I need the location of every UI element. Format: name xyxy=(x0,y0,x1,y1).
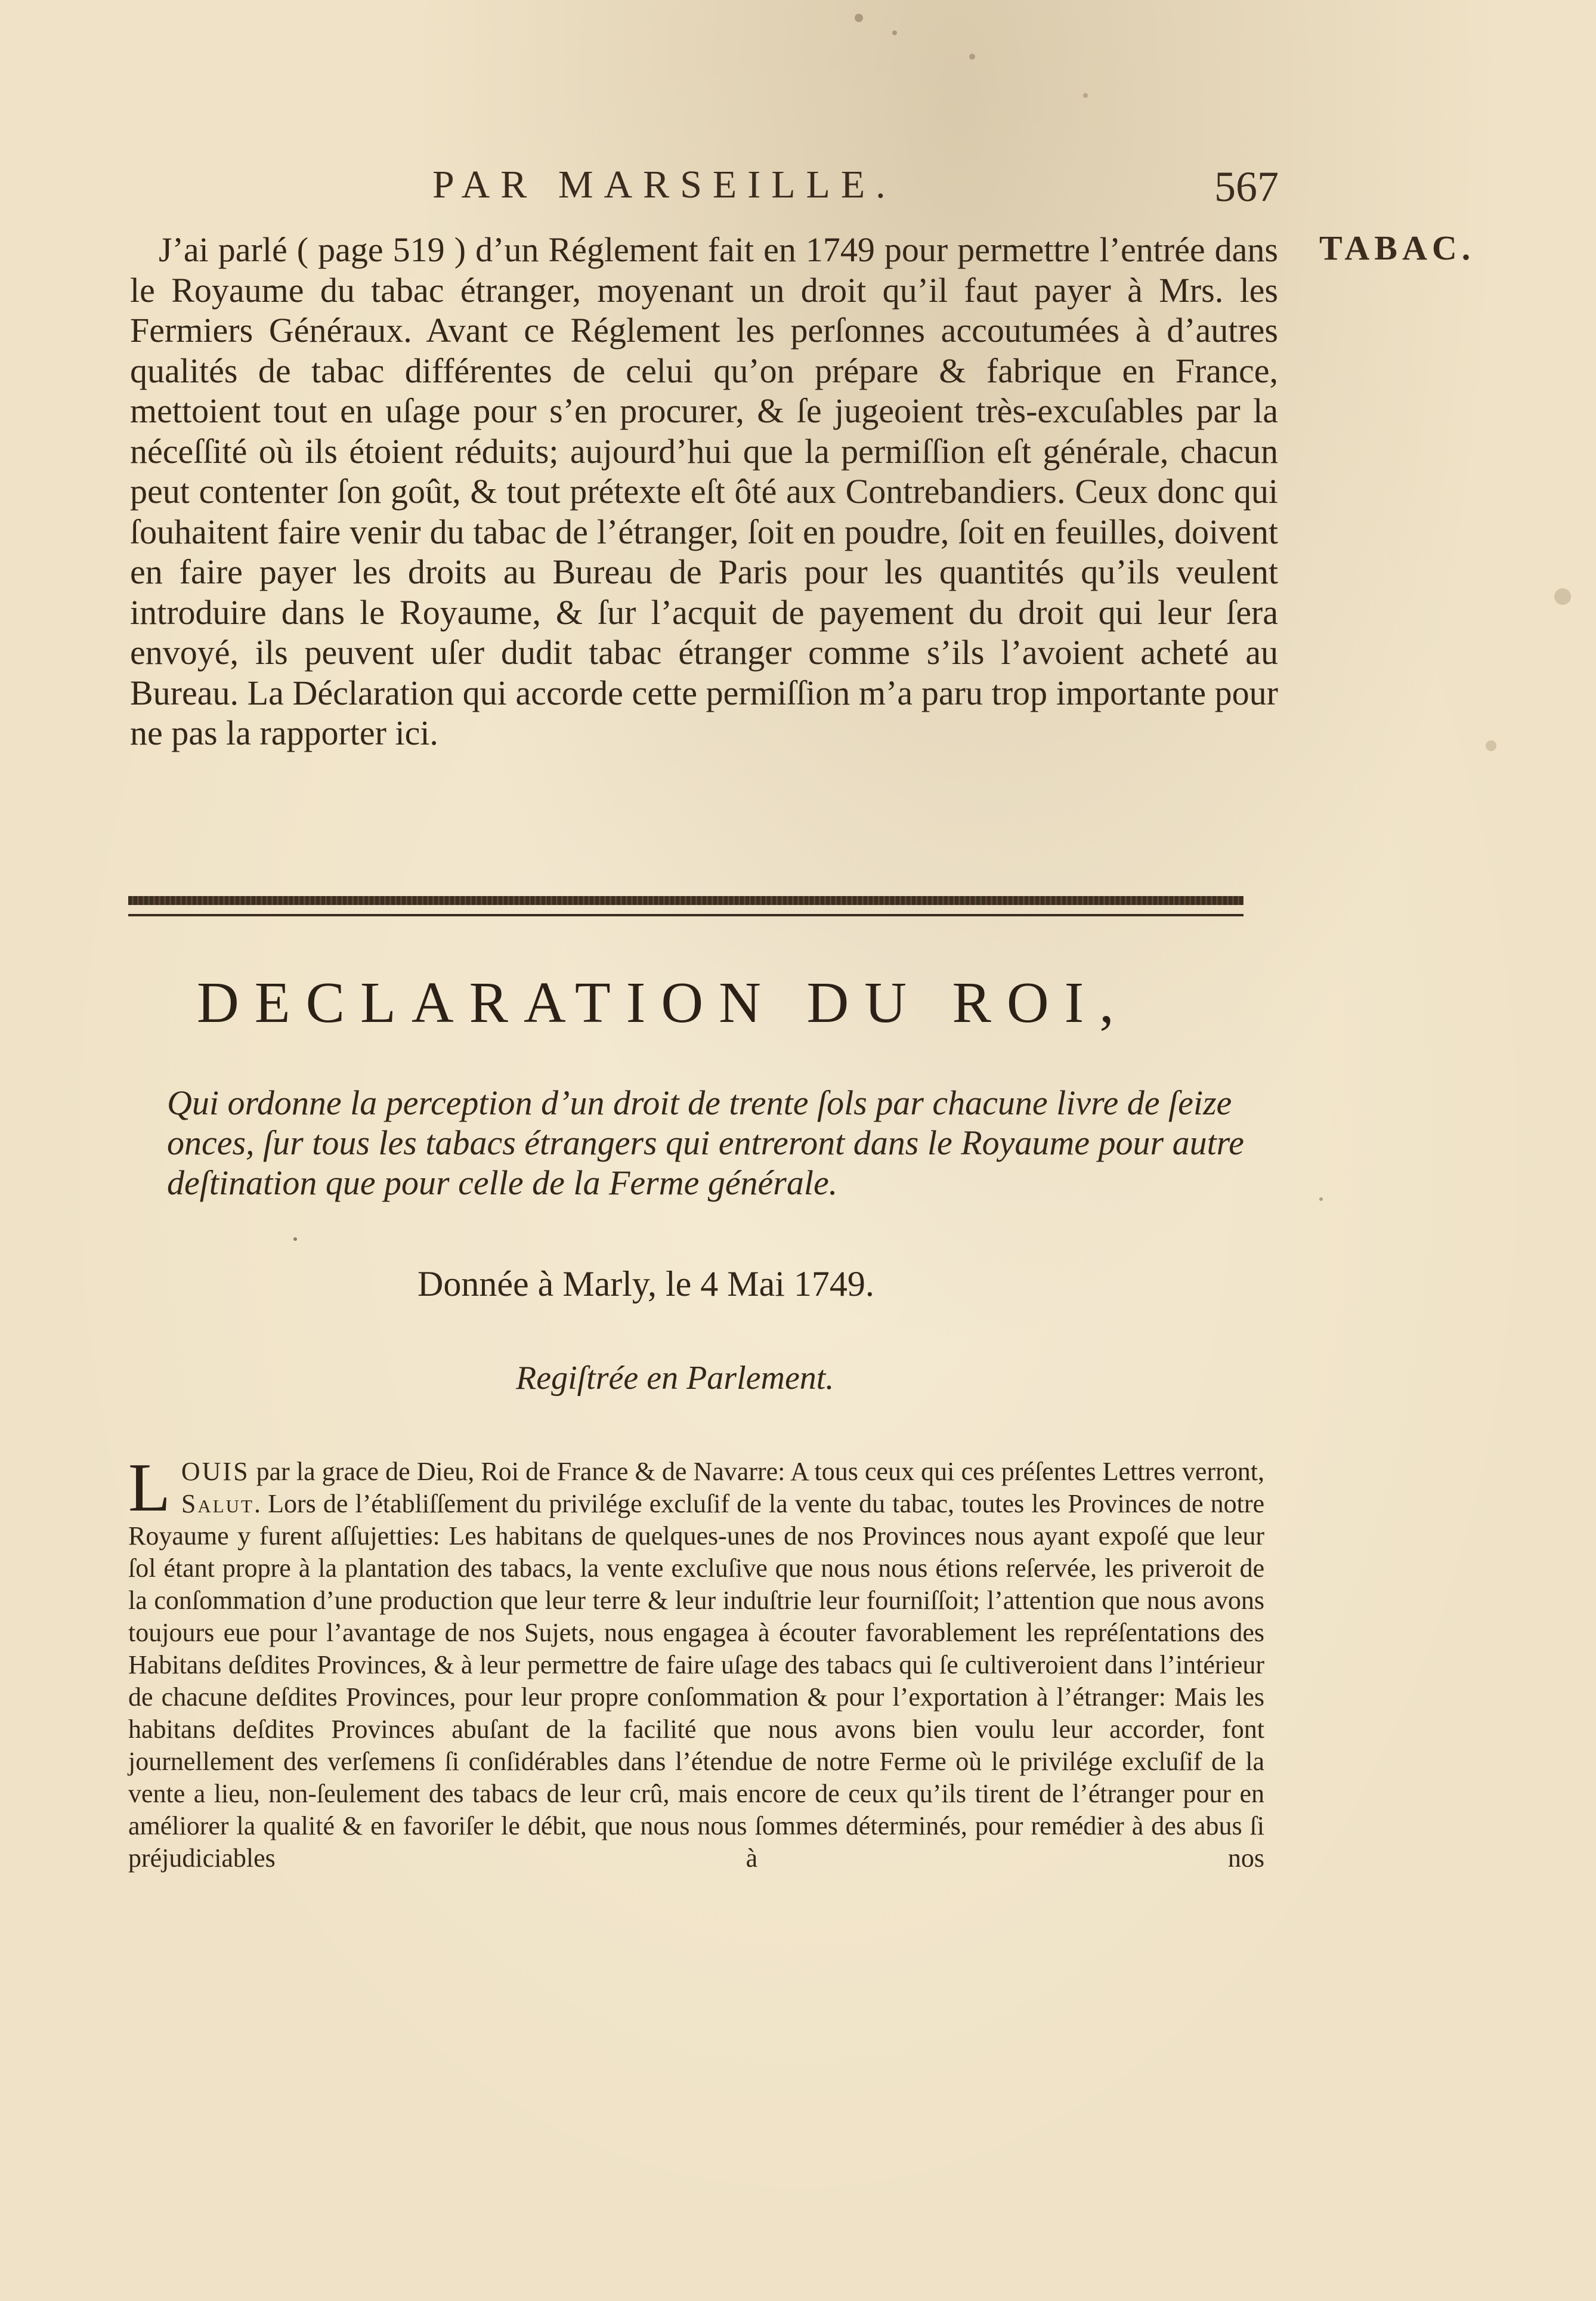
intro-paragraph: J’ai parlé ( page 519 ) d’un Réglement fait en 1749 pour permettre l’entrée dans le Royaume du tabac étranger, moyenant un droit qu’il faut payer à Mrs. les Fermiers Généraux. Avant ce Réglement les perſonnes accoutumées à d’autres qualités de tabac différentes de celui qu’on prépare & fabrique en France, mettoient tout en uſage pour s’en procurer, & ſe jugeoient très-excuſables par la néceſſité où ils étoient réduits; aujourd’hui que la permiſſion eſt générale, chacun peut contenter ſon goût, & tout prétexte eſt ôté aux Contrebandiers. Ceux donc qui ſouhaitent faire venir du tabac de l’étranger, ſoit en poudre, ſoit en feuilles, doivent en faire payer les droits au Bureau de Paris pour les quantités qu’ils veulent introduire dans le Royaume, & ſur l’acquit de payement du droit qui leur ſera envoyé, ils peuvent uſer dudit tabac étranger comme s’ils l’avoient acheté au Bureau. La Déclaration qui accorde cette permiſſion m’a paru trop importante pour ne pas la rapporter ici. xyxy=(130,230,1278,752)
ornamental-rule xyxy=(128,896,1244,905)
declaration-subtitle: Qui ordonne la perception d’un droit de trente ſols par chacune livre de ſeize onces, ſur tous les tabacs étrangers qui entreront dans le Royaume pour autre deſtination que pour celle de la Ferme générale. xyxy=(167,1083,1244,1202)
opening-word: OUIS xyxy=(181,1457,250,1486)
declaration-title: DECLARATION DU ROI, xyxy=(197,971,1130,1035)
salut-word: Salut xyxy=(181,1489,254,1518)
body-text-part2: . Lors de l’établiſſement du privilége excluſif de la vente du tabac, toutes les Provinces de notre Royaume y furent aſſujetties: Les habitans de quelques-unes de nos Provinces nous ayant expoſé que leur ſol étant propre à la plantation des tabacs, la vente excluſive que nous nous étions reſervée, les priveroit de la conſommation d’une production que leur terre & leur induſtrie leur fourniſſoit; l’attention que nous avons toujours eue pour l’avantage de nos Sujets, nous engagea à écouter favorablement les repréſentations des Habitans deſdites Provinces, & à leur permettre de faire uſage des tabacs qui ſe cultiveroient dans l’intérieur de chacune deſdites Provinces, pour leur propre conſommation & pour l’exportation à l’étranger: Mais les habitans deſdites Provinces abuſant de la facilité que nous avons bien voulu leur accorder, font journellement des verſemens ſi conſidérables dans l’étendue de notre Ferme où le privilége excluſif de la vente a lieu, non-ſeulement des tabacs de leur crû, mais encore de ceux qu’ils tirent de l’étranger pour en améliorer la qualité & en favoriſer le débit, que nous nous ſommes déterminés, pour remédier à des abus ſi préjudiciables à nos xyxy=(128,1489,1264,1873)
drop-cap: L xyxy=(128,1450,171,1526)
intro-paragraph-block xyxy=(130,230,1278,753)
declaration-date: Donnée à Marly, le 4 Mai 1749. xyxy=(417,1264,874,1304)
body-text-part1: par la grace de Dieu, Roi de France & de Navarre: A tous ceux qui ces préſentes Lettres verront, xyxy=(249,1457,1264,1486)
running-head: PAR MARSEILLE. xyxy=(432,163,896,206)
ornamental-rule-thin xyxy=(128,914,1244,916)
page-number: 567 xyxy=(1214,163,1279,211)
declaration-body xyxy=(128,1450,1264,1874)
registration-note: Regiſtrée en Parlement. xyxy=(516,1360,834,1397)
margin-note: TABAC. xyxy=(1319,228,1476,267)
